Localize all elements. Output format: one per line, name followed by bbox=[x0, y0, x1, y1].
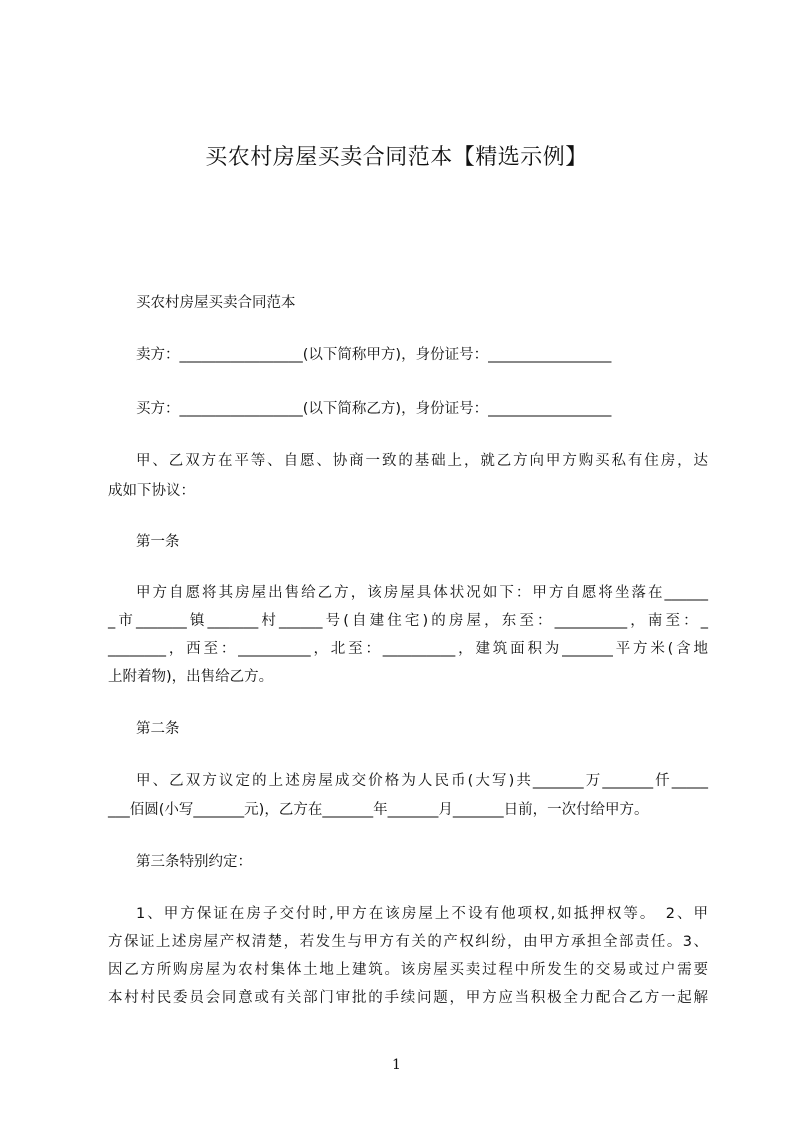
buyer-line: 买方：_________________(以下简称乙方)，身份证号：_________________ bbox=[136, 401, 612, 417]
contract-subtitle: 买农村房屋买卖合同范本 bbox=[136, 295, 296, 311]
intro-line-2: 成如下协议： bbox=[108, 483, 195, 499]
article-1-line-2: _市_______镇_______村______号(自建住宅)的房屋，东至：__________，南至：_ bbox=[108, 613, 708, 629]
article-3-line-2: 方保证上述房屋产权清楚，若发生与甲方有关的产权纠纷，由甲方承担全部责任。3、 bbox=[108, 934, 708, 950]
article-2-heading: 第二条 bbox=[136, 721, 180, 737]
article-3-line-1: 1、甲方保证在房子交付时,甲方在该房屋上不设有他项权,如抵押权等。 2、甲 bbox=[136, 906, 708, 922]
seller-line: 卖方：_________________(以下简称甲方)，身份证号：_________________ bbox=[136, 347, 612, 363]
article-2-line-2: ___佰圆(小写_______元)，乙方在_______年_______月_______日前，一次付给甲方。 bbox=[108, 802, 649, 818]
page-number: 1 bbox=[392, 1057, 401, 1073]
article-3-line-3: 因乙方所购房屋为农村集体土地上建筑。该房屋买卖过程中所发生的交易或过户需要 bbox=[108, 962, 708, 978]
document-title: 买农村房屋买卖合同范本【精选示例】 bbox=[205, 145, 588, 170]
article-2-line-1: 甲、乙双方议定的上述房屋成交价格为人民币(大写)共_______万_______仟_____ bbox=[136, 773, 708, 789]
article-1-line-3: ________，西至：__________，北至：__________，建筑面积为_______平方米(含地 bbox=[108, 641, 708, 657]
article-3-line-4: 本村村民委员会同意或有关部门审批的手续问题，甲方应当积极全力配合乙方一起解 bbox=[108, 990, 708, 1006]
article-3-heading: 第三条特别约定： bbox=[136, 854, 252, 870]
intro-line-1: 甲、乙双方在平等、自愿、协商一致的基础上，就乙方向甲方购买私有住房，达 bbox=[136, 453, 708, 469]
article-1-heading: 第一条 bbox=[136, 534, 180, 550]
article-1-line-4: 上附着物)，出售给乙方。 bbox=[108, 669, 274, 685]
article-1-line-1: 甲方自愿将其房屋出售给乙方，该房屋具体状况如下：甲方自愿将坐落在______ bbox=[136, 585, 708, 601]
